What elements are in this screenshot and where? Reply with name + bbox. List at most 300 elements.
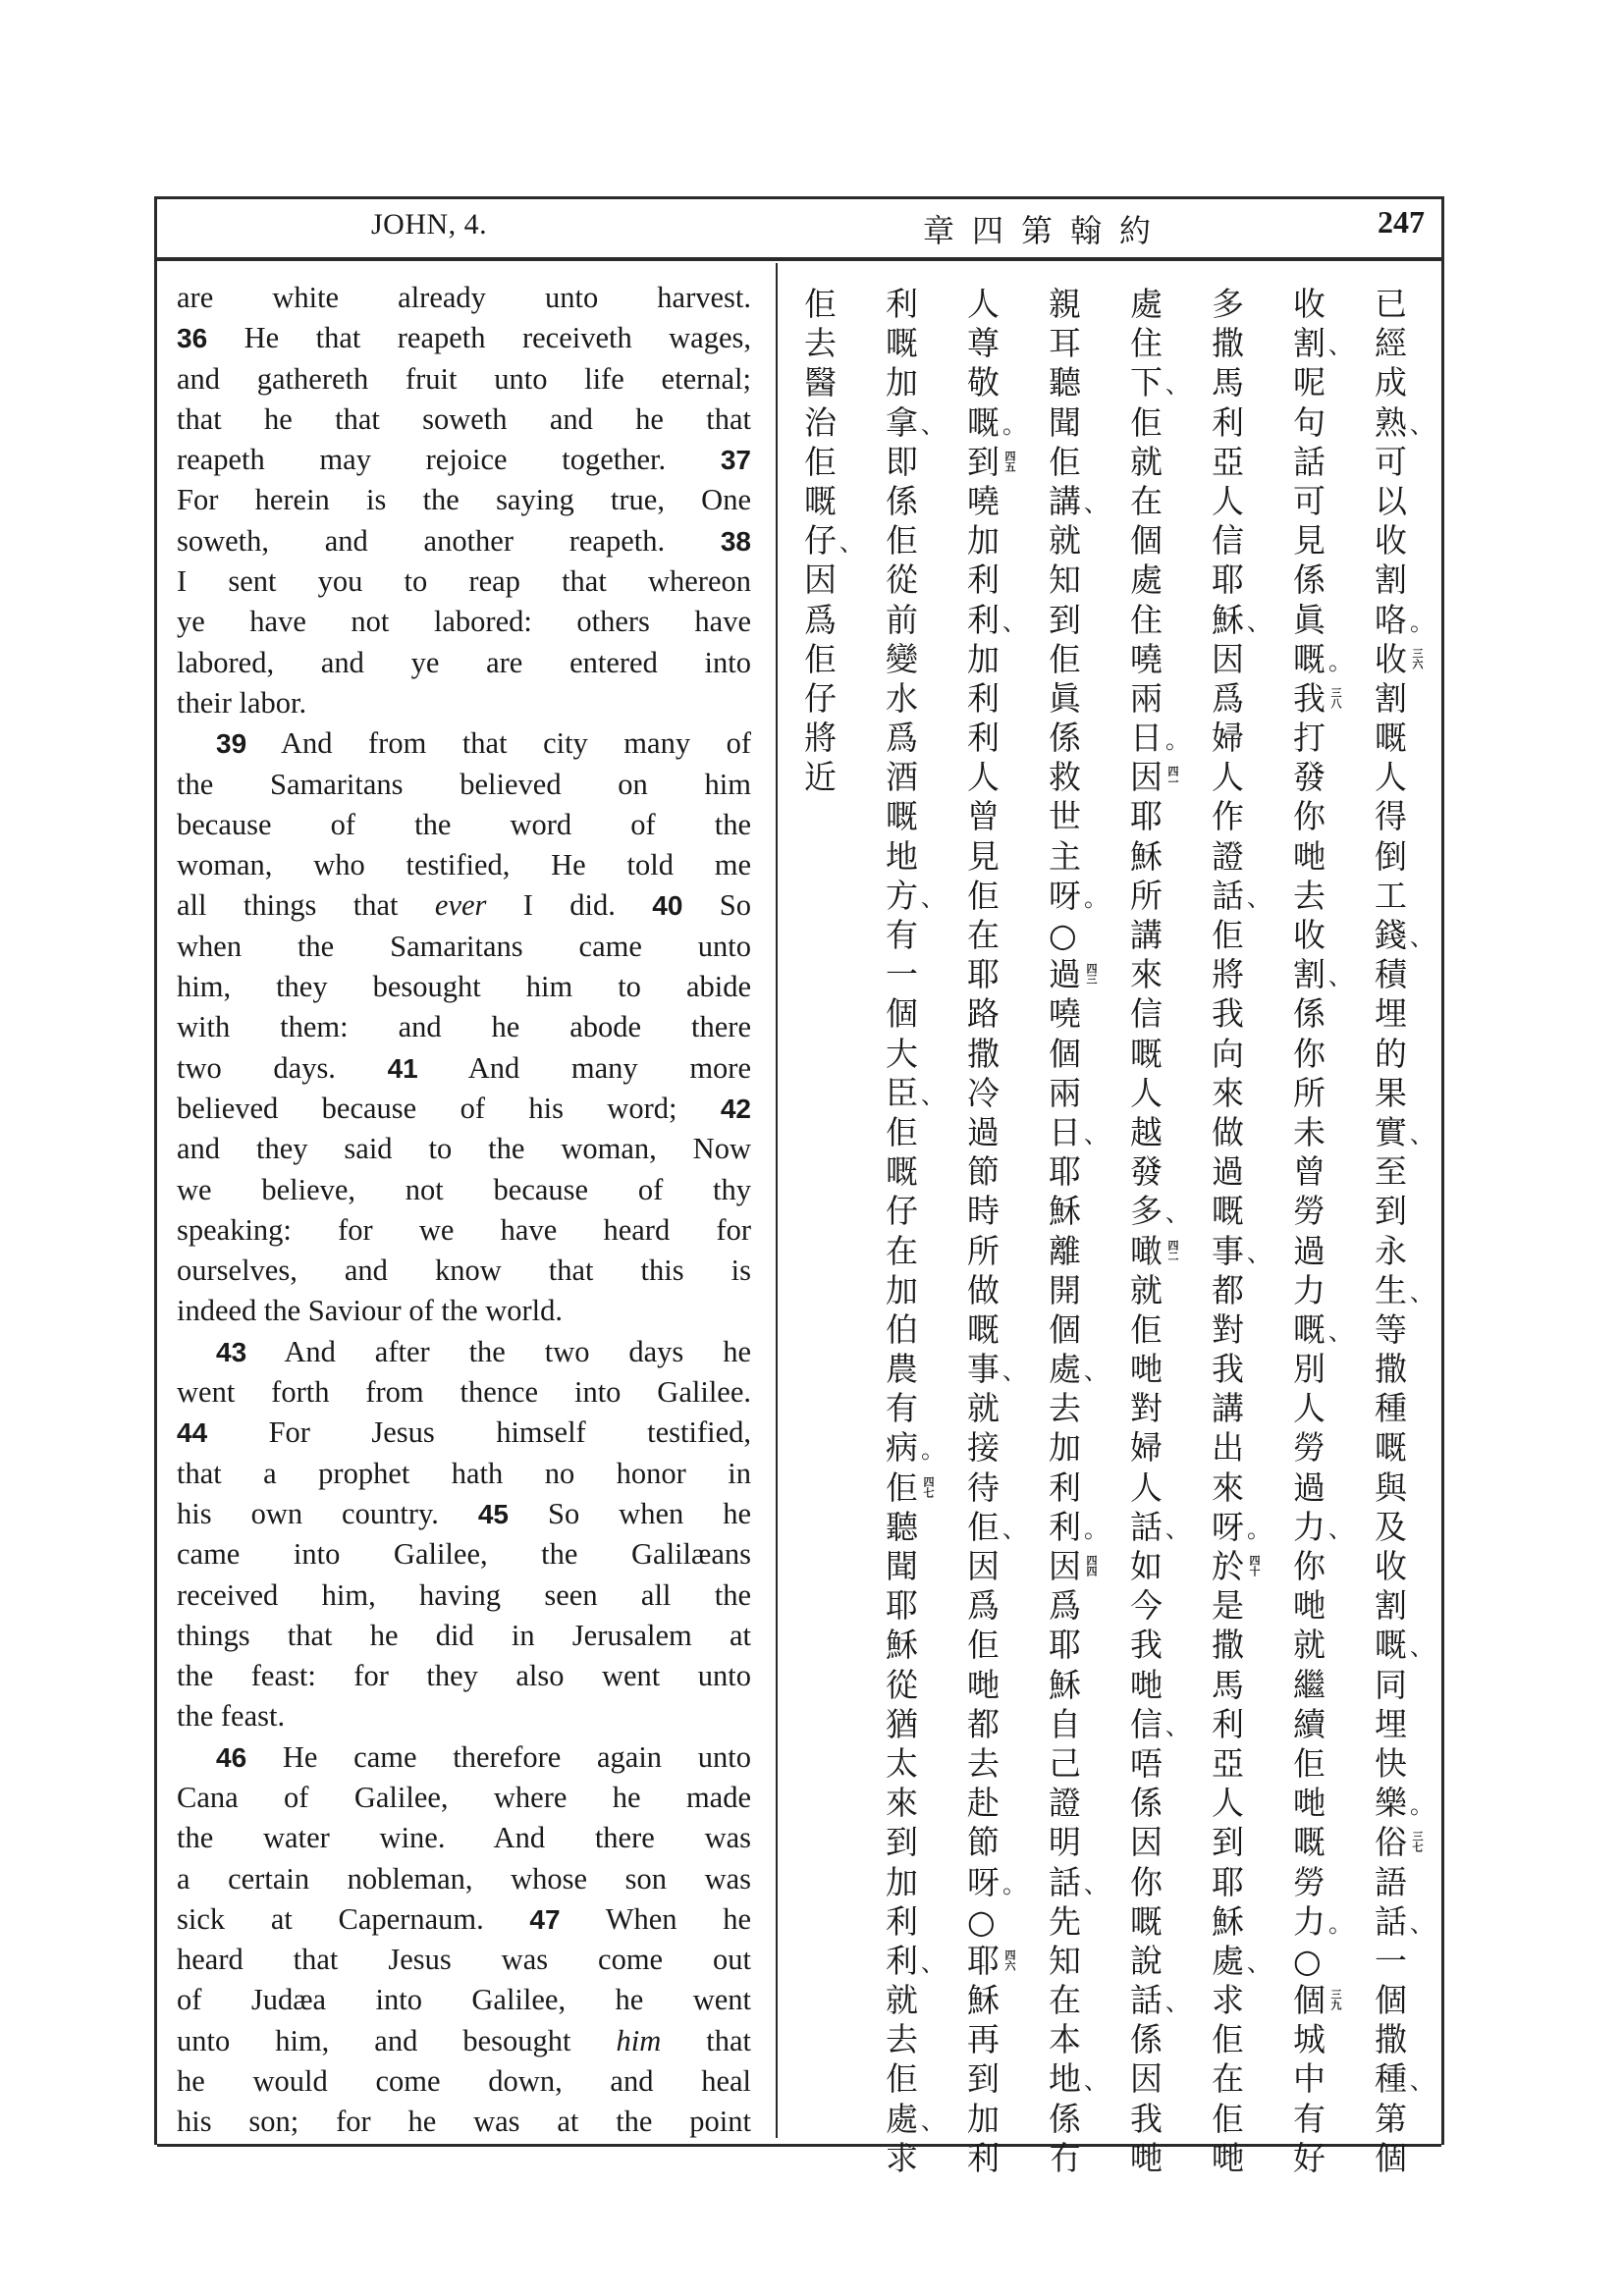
chinese-character: 永: [1375, 1231, 1407, 1270]
chinese-character: 嘅: [1293, 1823, 1325, 1862]
chinese-character: 仔 、: [804, 521, 837, 561]
chinese-character: 嘵: [967, 481, 1000, 520]
chinese-character: 醫: [804, 363, 837, 402]
chinese-character: 近: [804, 758, 837, 797]
punctuation: 、: [1410, 2067, 1434, 2096]
text-line: of Judæa into Galilee, he went: [177, 1983, 751, 2017]
chinese-character: 加: [886, 1862, 918, 1901]
chinese-character: 佢: [967, 1626, 1000, 1665]
chinese-character: 工: [1375, 876, 1407, 915]
punctuation: 、: [1410, 1633, 1434, 1662]
text-line: 36 He that reapeth receiveth wages,: [177, 321, 751, 355]
chinese-character: 就: [967, 1389, 1000, 1428]
chinese-character: 我: [1130, 2099, 1163, 2138]
chinese-character: 穌: [886, 1626, 918, 1665]
chinese-character: 處: [1130, 561, 1163, 600]
punctuation: 、: [1084, 489, 1108, 517]
chinese-character: 因 四一: [1130, 758, 1179, 797]
chinese-character: 係: [886, 481, 918, 520]
chinese-character: 加: [967, 521, 1000, 561]
chinese-character: 從: [886, 1665, 918, 1704]
chinese-character: 嘅: [1130, 1901, 1163, 1941]
chinese-character: 救: [1049, 758, 1081, 797]
chinese-character: 人: [1375, 758, 1407, 797]
chinese-character: 日 、: [1049, 1113, 1081, 1152]
chinese-character: 佢: [804, 442, 837, 481]
chinese-character: 哋: [1130, 1350, 1163, 1389]
chinese-character: 嘅: [886, 324, 918, 363]
chinese-character: 哋: [1293, 836, 1325, 876]
chinese-character: 見: [967, 836, 1000, 876]
verse-number: 四四: [1085, 1555, 1098, 1576]
text-line: when the Samaritans came unto: [177, 929, 751, 963]
chinese-character: 都: [967, 1704, 1000, 1743]
chinese-character: 利: [967, 719, 1000, 758]
chinese-character: 撒: [1375, 2020, 1407, 2059]
chinese-character: 佢: [1130, 1309, 1163, 1349]
chinese-character: 講: [1130, 916, 1163, 954]
chinese-column: [1130, 285, 1189, 2178]
chinese-character: 積: [1375, 955, 1407, 994]
punctuation: 。: [1165, 726, 1189, 755]
chinese-character: 聞: [886, 1547, 918, 1585]
chinese-character: 爲: [967, 1586, 1000, 1626]
text-line: 43 And after the two days he: [216, 1334, 751, 1368]
chinese-character: 係: [1049, 2099, 1081, 2138]
chinese-character: 開: [1049, 1270, 1081, 1309]
punctuation: 、: [1165, 1200, 1189, 1228]
chinese-character: 可: [1375, 442, 1407, 481]
chinese-character: 仔: [804, 678, 837, 718]
punctuation: 、: [921, 1081, 945, 1109]
chinese-character: 證: [1049, 1784, 1081, 1823]
chinese-character: 勞: [1293, 1192, 1325, 1231]
chinese-character: 到: [1375, 1192, 1407, 1231]
chinese-character: 成: [1375, 363, 1407, 402]
chinese-character: 處: [1130, 285, 1163, 323]
punctuation: 、: [921, 2107, 945, 2135]
text-line: two days. 41 And many more: [177, 1050, 751, 1085]
punctuation: 。: [1084, 883, 1108, 912]
chinese-character: 知: [1049, 1941, 1081, 1980]
chinese-character: 節: [967, 1152, 1000, 1192]
chinese-character: 講: [1212, 1389, 1244, 1428]
chinese-character: 佢: [1130, 402, 1163, 442]
punctuation: 、: [1165, 371, 1189, 400]
chinese-character: 多 、: [1130, 1192, 1163, 1231]
chinese-character: 到: [886, 1823, 918, 1862]
chinese-character: 去: [1049, 1389, 1081, 1428]
chinese-character: 爲: [886, 719, 918, 758]
chinese-character: 嘵: [1049, 994, 1081, 1034]
chinese-character: 人: [1130, 1073, 1163, 1112]
chinese-character: 利: [1212, 1704, 1244, 1743]
punctuation: 。: [1328, 647, 1352, 675]
chinese-character: 嘅: [886, 1152, 918, 1192]
text-line: Cana of Galilee, where he made: [177, 1780, 751, 1814]
chinese-character: 耶: [967, 955, 1000, 994]
chinese-character: 別: [1293, 1350, 1325, 1389]
chinese-character: 去: [1293, 876, 1325, 915]
chinese-character: 耶: [1212, 561, 1244, 600]
chinese-character: 係: [1130, 2020, 1163, 2059]
verse-number: 45: [477, 1498, 510, 1529]
chinese-character: 因: [1130, 1823, 1163, 1862]
text-line: believed because of his word; 42: [177, 1091, 751, 1125]
chinese-character: 於 四十: [1212, 1547, 1261, 1585]
text-line: all things that ever I did. 40 So: [177, 888, 752, 923]
english-text-column: [177, 278, 751, 2143]
chinese-character: 與: [1375, 1468, 1407, 1507]
chinese-character: 撒: [967, 1034, 1000, 1073]
chinese-character: 哋: [967, 1665, 1000, 1704]
running-header: [157, 202, 1438, 257]
chinese-column: [1375, 285, 1434, 2178]
chinese-character: 做: [967, 1270, 1000, 1309]
chinese-character: 割: [1375, 1586, 1407, 1626]
punctuation: 、: [921, 410, 945, 439]
punctuation: 、: [1247, 1949, 1271, 1977]
text-line: ourselves, and know that this is: [177, 1254, 751, 1288]
chinese-character: 將: [1212, 955, 1244, 994]
chinese-character: 話 、: [1049, 1863, 1081, 1902]
chinese-character: 咯 。: [1375, 601, 1407, 640]
chinese-character: 種 、: [1375, 2059, 1407, 2099]
chinese-character: 下 、: [1130, 363, 1163, 402]
chinese-character: 將: [804, 719, 837, 758]
chinese-character: 臣 、: [886, 1074, 918, 1113]
chinese-character: 加: [886, 1270, 918, 1309]
chinese-character: 噉 四二: [1130, 1231, 1179, 1270]
chinese-character: 佢: [886, 521, 918, 561]
chinese-character: 佢: [804, 639, 837, 678]
chinese-character: 節: [967, 1823, 1000, 1862]
chinese-character: 冇: [1049, 2138, 1081, 2177]
chinese-character: 果: [1375, 1073, 1407, 1112]
text-line: woman, who testified, He told me: [177, 848, 751, 882]
chinese-character: 今: [1130, 1586, 1163, 1626]
chinese-character: 利 。: [1049, 1508, 1081, 1547]
chinese-character: 太: [886, 1743, 918, 1783]
chinese-character: 利: [1049, 1468, 1081, 1507]
chinese-character: 到: [1049, 600, 1081, 639]
chinese-character: 處 、: [886, 2100, 918, 2139]
chinese-character: 爲: [1049, 1586, 1081, 1626]
chinese-character: 即: [886, 442, 918, 481]
chinese-character: 至: [1375, 1152, 1407, 1192]
chinese-character: 見: [1293, 521, 1325, 561]
punctuation: 、: [921, 1949, 945, 1977]
chinese-character: 水: [886, 678, 918, 718]
chinese-character: 主: [1049, 836, 1081, 876]
punctuation: 。: [1328, 1909, 1352, 1938]
punctuation: 。: [1002, 410, 1026, 439]
chinese-character: 佢 四七: [886, 1468, 935, 1507]
chinese-character: 割 、: [1293, 955, 1325, 994]
chinese-character: 因: [1212, 639, 1244, 678]
chinese-character: 個: [886, 994, 918, 1034]
text-line: unto him, and besought him that: [177, 2023, 751, 2057]
chinese-character: 得: [1375, 797, 1407, 836]
chinese-character: 所: [1130, 876, 1163, 915]
punctuation: 、: [1165, 1515, 1189, 1543]
chinese-character: 佢 、: [967, 1508, 1000, 1547]
chinese-character: 己: [1049, 1743, 1081, 1783]
chinese-character: ○: [1049, 916, 1077, 954]
chinese-character: 實 、: [1375, 1113, 1407, 1152]
chinese-character: 多: [1212, 285, 1244, 323]
chinese-character: 去: [804, 324, 837, 363]
chinese-character: 話 、: [1212, 877, 1244, 916]
chinese-character: 亞: [1212, 1743, 1244, 1783]
chinese-character: ○: [1293, 1941, 1322, 1980]
chinese-character: 前: [886, 600, 918, 639]
chinese-column: [804, 285, 863, 797]
chinese-character: 利: [886, 1901, 918, 1941]
text-line: and they said to the woman, Now: [177, 1132, 751, 1166]
chinese-character: 地 、: [1049, 2059, 1081, 2099]
chinese-character: 收: [1375, 1547, 1407, 1585]
chinese-character: 句: [1293, 402, 1325, 442]
text-line: reapeth may rejoice together. 37: [177, 443, 751, 477]
chinese-character: 有: [886, 1389, 918, 1428]
chinese-character: 就: [1130, 1270, 1163, 1309]
chinese-character: 事 、: [1212, 1232, 1244, 1271]
chinese-character: 嘅 。: [967, 403, 1000, 443]
punctuation: 。: [1247, 1515, 1271, 1543]
chinese-character: 向: [1212, 1034, 1244, 1073]
text-line: came into Galilee, the Galilæans: [177, 1537, 751, 1572]
chinese-column: [1049, 285, 1108, 2178]
chinese-character: 我: [1212, 994, 1244, 1034]
chinese-character: 利 、: [967, 601, 1000, 640]
chinese-character: 一: [1375, 1941, 1407, 1980]
chinese-character: 來: [1212, 1468, 1244, 1507]
chinese-character: 耶: [1049, 1152, 1081, 1192]
chinese-character: 加: [886, 363, 918, 402]
punctuation: 、: [839, 529, 863, 558]
text-line: their labor.: [177, 685, 307, 720]
chinese-character: 事 、: [967, 1350, 1000, 1389]
chinese-character: 穌: [967, 1981, 1000, 2020]
chinese-character: 時: [967, 1192, 1000, 1231]
chinese-character: 在: [1049, 1981, 1081, 2020]
chinese-character: 在: [886, 1231, 918, 1270]
chinese-character: 馬: [1212, 1665, 1244, 1704]
text-line: For herein is the saying true, One: [177, 483, 751, 517]
chinese-character: 第: [1375, 2099, 1407, 2138]
chinese-character: 話 、: [1130, 1508, 1163, 1547]
text-line: with them: and he abode there: [177, 1010, 751, 1044]
verse-number: 42: [720, 1093, 751, 1124]
text-line: heard that Jesus was come out: [177, 1943, 751, 1977]
punctuation: 、: [1410, 410, 1434, 439]
chinese-character: 生 、: [1375, 1271, 1407, 1310]
chinese-character: 有: [886, 916, 918, 954]
chinese-column: [886, 285, 945, 2178]
chinese-character: 馬: [1212, 363, 1244, 402]
chinese-character: 路: [967, 994, 1000, 1034]
chinese-character: 我: [1212, 1350, 1244, 1389]
chinese-character: 係: [1130, 1784, 1163, 1823]
chinese-character: 你: [1293, 1034, 1325, 1073]
chinese-character: 利: [967, 561, 1000, 600]
chinese-character: 耶: [1130, 797, 1163, 836]
text-line: sick at Capernaum. 47 When he: [177, 1901, 751, 1936]
verse-number: 三八: [1329, 686, 1342, 709]
chinese-character: 你: [1293, 797, 1325, 836]
chinese-character: 倒: [1375, 836, 1407, 876]
chinese-character: 穌: [1130, 836, 1163, 876]
punctuation: 、: [1410, 1120, 1434, 1148]
chinese-character: 以: [1375, 481, 1407, 520]
text-line: the feast: for they also went unto: [177, 1659, 751, 1693]
chinese-character: 所: [1293, 1073, 1325, 1112]
chinese-character: 曾: [1293, 1152, 1325, 1192]
text-line: and gathereth fruit unto life eternal;: [177, 361, 751, 396]
page-number: 247: [1378, 204, 1425, 240]
chinese-character: 話: [1293, 442, 1325, 481]
verse-number: 47: [529, 1903, 561, 1935]
text-line: labored, and ye are entered into: [177, 645, 751, 679]
chinese-character: 日 。: [1130, 719, 1163, 758]
chinese-character: 利: [967, 678, 1000, 718]
verse-number: 38: [720, 525, 751, 557]
chinese-character: 伯: [886, 1309, 918, 1349]
chinese-character: 來: [1212, 1073, 1244, 1112]
chinese-character: 佢: [1049, 639, 1081, 678]
chinese-character: 信 、: [1130, 1705, 1163, 1744]
chinese-character: 就: [1293, 1626, 1325, 1665]
chinese-character: 個: [1130, 521, 1163, 561]
chinese-character: 變: [886, 639, 918, 678]
punctuation: 、: [1084, 2067, 1108, 2096]
chinese-character: 過 四三: [1049, 955, 1098, 994]
chinese-character: 發: [1293, 758, 1325, 797]
text-line: the Samaritans believed on him: [177, 767, 751, 801]
chinese-column: [967, 285, 1026, 2178]
verse-number: 40: [652, 890, 683, 922]
chinese-character: 收 三六: [1375, 639, 1424, 678]
verse-number: 41: [387, 1052, 418, 1084]
chinese-character: 收: [1293, 916, 1325, 954]
punctuation: 。: [1410, 608, 1434, 636]
chinese-character: 講 、: [1049, 482, 1081, 521]
chinese-character: 哋: [1212, 2138, 1244, 2177]
punctuation: 。: [921, 1436, 945, 1465]
chinese-character: 做: [1212, 1112, 1244, 1151]
chinese-character: 因: [804, 561, 837, 600]
chinese-character: 本: [1049, 2020, 1081, 2059]
chinese-character: 佢: [886, 1112, 918, 1151]
text-line: him, they besought him to abide: [177, 970, 751, 1004]
chinese-character: 住: [1130, 600, 1163, 639]
chinese-character: 出: [1212, 1428, 1244, 1468]
chinese-character: 好: [1293, 2138, 1325, 2177]
chinese-character: 爲: [804, 600, 837, 639]
chinese-character: 因: [967, 1547, 1000, 1585]
chinese-character: 續: [1293, 1704, 1325, 1743]
text-line: because of the word of the: [177, 807, 751, 841]
chinese-character: 兩: [1049, 1073, 1081, 1112]
punctuation: 、: [1002, 608, 1026, 636]
chinese-character: 勞: [1293, 1428, 1325, 1468]
chinese-character: 嘅: [1375, 719, 1407, 758]
chinese-character: 勞: [1293, 1862, 1325, 1901]
chinese-character: 在: [967, 916, 1000, 954]
punctuation: 、: [1328, 332, 1352, 360]
chinese-character: 信: [1212, 521, 1244, 561]
chinese-character: 埋: [1375, 1704, 1407, 1743]
chinese-character: 撒: [1212, 324, 1244, 363]
chinese-character: 去: [967, 1743, 1000, 1783]
chinese-character: 話 、: [1130, 1981, 1163, 2020]
chinese-character: 就: [886, 1981, 918, 2020]
chinese-character: 係: [1293, 994, 1325, 1034]
column-divider: [776, 263, 778, 2138]
chinese-character: 在: [1130, 481, 1163, 520]
chinese-character: 先: [1049, 1901, 1081, 1941]
chinese-character: 曾: [967, 797, 1000, 836]
verse-number: 四七: [922, 1475, 935, 1498]
chinese-character: 農: [886, 1350, 918, 1389]
chinese-character: 嘵: [1130, 639, 1163, 678]
chinese-character: 個: [1375, 2138, 1407, 2177]
chinese-character: 人: [1212, 481, 1244, 520]
chinese-character: 聞: [1049, 402, 1081, 442]
chinese-character: 撒: [1212, 1626, 1244, 1665]
chinese-character: 打: [1293, 719, 1325, 758]
verse-number: 四一: [1166, 766, 1179, 788]
chinese-character: 求: [886, 2138, 918, 2177]
chinese-character: 佢: [1212, 916, 1244, 954]
chinese-character: 穌: [1212, 1901, 1244, 1941]
verse-number: 四二: [1166, 1239, 1179, 1261]
chinese-character: 利: [886, 285, 918, 323]
chinese-character: 就: [1130, 442, 1163, 481]
punctuation: 、: [1410, 924, 1434, 951]
chinese-character: 個: [1049, 1034, 1081, 1073]
chinese-character: 加: [967, 2099, 1000, 2138]
text-line: indeed the Saviour of the world.: [177, 1294, 564, 1328]
chinese-character: 耳: [1049, 324, 1081, 363]
chinese-character: 聽: [1049, 363, 1081, 402]
chinese-character: 亞: [1212, 442, 1244, 481]
chinese-character: 越: [1130, 1112, 1163, 1151]
text-line: things that he did in Jerusalem at: [177, 1618, 751, 1652]
chinese-character: 人: [1212, 758, 1244, 797]
chinese-character: 佢: [1049, 442, 1081, 481]
chinese-character: 對: [1212, 1309, 1244, 1349]
chinese-character: 聽: [886, 1507, 918, 1546]
chinese-character: 佢: [1212, 2020, 1244, 2059]
verse-number: 三九: [1329, 1989, 1342, 2011]
header-rule: [157, 257, 1441, 261]
chinese-character: 經: [1375, 324, 1407, 363]
chinese-character: 撒: [1375, 1350, 1407, 1389]
punctuation: 、: [921, 883, 945, 912]
chinese-character: 住: [1130, 324, 1163, 363]
chinese-character: 你: [1293, 1547, 1325, 1585]
text-line: speaking: for we have heard for: [177, 1212, 751, 1247]
chinese-character: 穌: [1049, 1665, 1081, 1704]
punctuation: 、: [1247, 883, 1271, 912]
verse-number: 43: [216, 1336, 247, 1367]
chinese-character: 繼: [1293, 1665, 1325, 1704]
chinese-character: 城: [1293, 2020, 1325, 2059]
verse-number: 39: [216, 728, 247, 760]
text-line: that he that soweth and he that: [177, 401, 751, 436]
